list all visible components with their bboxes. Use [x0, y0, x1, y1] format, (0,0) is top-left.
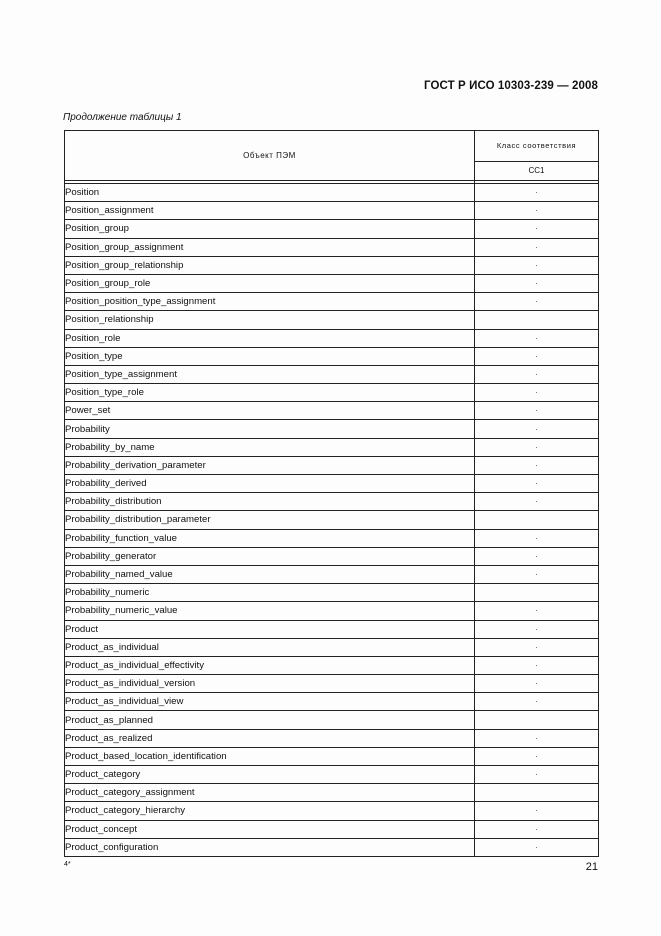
entity-name: Product_as_individual_version	[65, 675, 475, 693]
cc1-mark	[475, 584, 599, 602]
table-row	[65, 511, 599, 529]
entity-name: Position_relationship	[65, 311, 475, 329]
cc1-mark: ·	[475, 602, 599, 620]
entity-name: Product_as_realized	[65, 729, 475, 747]
cc1-mark	[475, 511, 599, 529]
table-row	[65, 384, 599, 402]
cc1-mark: ·	[475, 256, 599, 274]
table-row	[65, 820, 599, 838]
cc1-mark: ·	[475, 475, 599, 493]
table-row	[65, 274, 599, 292]
entity-name: Position_group_assignment	[65, 238, 475, 256]
cc1-mark: ·	[475, 220, 599, 238]
table-row	[65, 529, 599, 547]
entity-name: Product_based_location_identification	[65, 747, 475, 765]
document-header: ГОСТ Р ИСО 10303-239 — 2008	[423, 80, 598, 92]
table-row	[65, 420, 599, 438]
entity-name: Position_type	[65, 347, 475, 365]
footer-sheet-mark: 4*	[64, 861, 71, 868]
table-row	[65, 838, 599, 856]
table-row	[65, 475, 599, 493]
entity-name: Probability_named_value	[65, 565, 475, 583]
table-row	[65, 656, 599, 674]
table-row	[65, 365, 599, 383]
cc1-mark	[475, 311, 599, 329]
cc1-mark: ·	[475, 202, 599, 220]
entity-name: Product_as_individual	[65, 638, 475, 656]
table-row	[65, 547, 599, 565]
table-row	[65, 220, 599, 238]
table-row	[65, 620, 599, 638]
entity-name: Product_as_individual_view	[65, 693, 475, 711]
table-row	[65, 311, 599, 329]
cc1-mark: ·	[475, 438, 599, 456]
table-row	[65, 456, 599, 474]
cc1-mark: ·	[475, 766, 599, 784]
entity-name: Power_set	[65, 402, 475, 420]
cc1-mark: ·	[475, 384, 599, 402]
column-header-cc1: CC1	[475, 161, 599, 180]
entity-name: Product_as_planned	[65, 711, 475, 729]
cc1-mark: ·	[475, 693, 599, 711]
entity-name: Product_as_individual_effectivity	[65, 656, 475, 674]
entity-name: Product_configuration	[65, 838, 475, 856]
cc1-mark: ·	[475, 747, 599, 765]
entity-name: Position	[65, 184, 475, 202]
entity-name: Probability	[65, 420, 475, 438]
cc1-mark: ·	[475, 729, 599, 747]
cc1-mark: ·	[475, 820, 599, 838]
table-row	[65, 565, 599, 583]
table-row	[65, 238, 599, 256]
entity-name: Probability_function_value	[65, 529, 475, 547]
cc1-mark	[475, 784, 599, 802]
cc1-mark: ·	[475, 456, 599, 474]
cc1-mark	[475, 711, 599, 729]
column-header-object: Объект ПЭМ	[65, 131, 475, 181]
cc1-mark: ·	[475, 656, 599, 674]
table-row	[65, 747, 599, 765]
entity-name: Product_concept	[65, 820, 475, 838]
page-number: 21	[585, 861, 598, 873]
entity-name: Position_position_type_assignment	[65, 293, 475, 311]
table-row	[65, 675, 599, 693]
table-row	[65, 602, 599, 620]
table-row	[65, 802, 599, 820]
entity-name: Position_role	[65, 329, 475, 347]
cc1-mark: ·	[475, 329, 599, 347]
cc1-mark: ·	[475, 274, 599, 292]
table-row	[65, 293, 599, 311]
cc1-mark: ·	[475, 402, 599, 420]
table-row	[65, 438, 599, 456]
table-row	[65, 329, 599, 347]
entity-name: Probability_generator	[65, 547, 475, 565]
entity-name: Position_assignment	[65, 202, 475, 220]
table-row	[65, 729, 599, 747]
table-row	[65, 638, 599, 656]
table-row	[65, 784, 599, 802]
table-row	[65, 766, 599, 784]
cc1-mark: ·	[475, 493, 599, 511]
cc1-mark: ·	[475, 347, 599, 365]
entity-name: Position_group_role	[65, 274, 475, 292]
entity-name: Product	[65, 620, 475, 638]
table-row	[65, 347, 599, 365]
table-row	[65, 584, 599, 602]
entity-name: Probability_derivation_parameter	[65, 456, 475, 474]
entity-name: Position_group_relationship	[65, 256, 475, 274]
entity-name: Product_category_hierarchy	[65, 802, 475, 820]
entity-name: Product_category_assignment	[65, 784, 475, 802]
entity-name: Position_group	[65, 220, 475, 238]
cc1-mark: ·	[475, 184, 599, 202]
entity-name: Probability_by_name	[65, 438, 475, 456]
table-continuation-caption: Продолжение таблицы 1	[63, 112, 182, 123]
table-row	[65, 256, 599, 274]
entity-name: Position_type_assignment	[65, 365, 475, 383]
entity-name: Probability_distribution	[65, 493, 475, 511]
cc1-mark: ·	[475, 838, 599, 856]
cc1-mark: ·	[475, 620, 599, 638]
entity-name: Probability_derived	[65, 475, 475, 493]
entity-name: Probability_numeric	[65, 584, 475, 602]
table-row	[65, 402, 599, 420]
table-row	[65, 711, 599, 729]
cc1-mark: ·	[475, 565, 599, 583]
cc1-mark: ·	[475, 365, 599, 383]
entity-name: Probability_distribution_parameter	[65, 511, 475, 529]
cc1-mark: ·	[475, 238, 599, 256]
table-row	[65, 202, 599, 220]
cc1-mark: ·	[475, 675, 599, 693]
entity-name: Product_category	[65, 766, 475, 784]
entity-name: Probability_numeric_value	[65, 602, 475, 620]
cc1-mark: ·	[475, 638, 599, 656]
table-row	[65, 184, 599, 202]
cc1-mark: ·	[475, 529, 599, 547]
entity-name: Position_type_role	[65, 384, 475, 402]
table-body	[65, 181, 599, 857]
cc1-mark: ·	[475, 293, 599, 311]
cc1-mark: ·	[475, 420, 599, 438]
cc1-mark: ·	[475, 802, 599, 820]
entity-table	[64, 130, 599, 857]
cc1-mark: ·	[475, 547, 599, 565]
table-row	[65, 493, 599, 511]
column-header-class: Класс соответствия	[475, 131, 599, 162]
table-row	[65, 693, 599, 711]
